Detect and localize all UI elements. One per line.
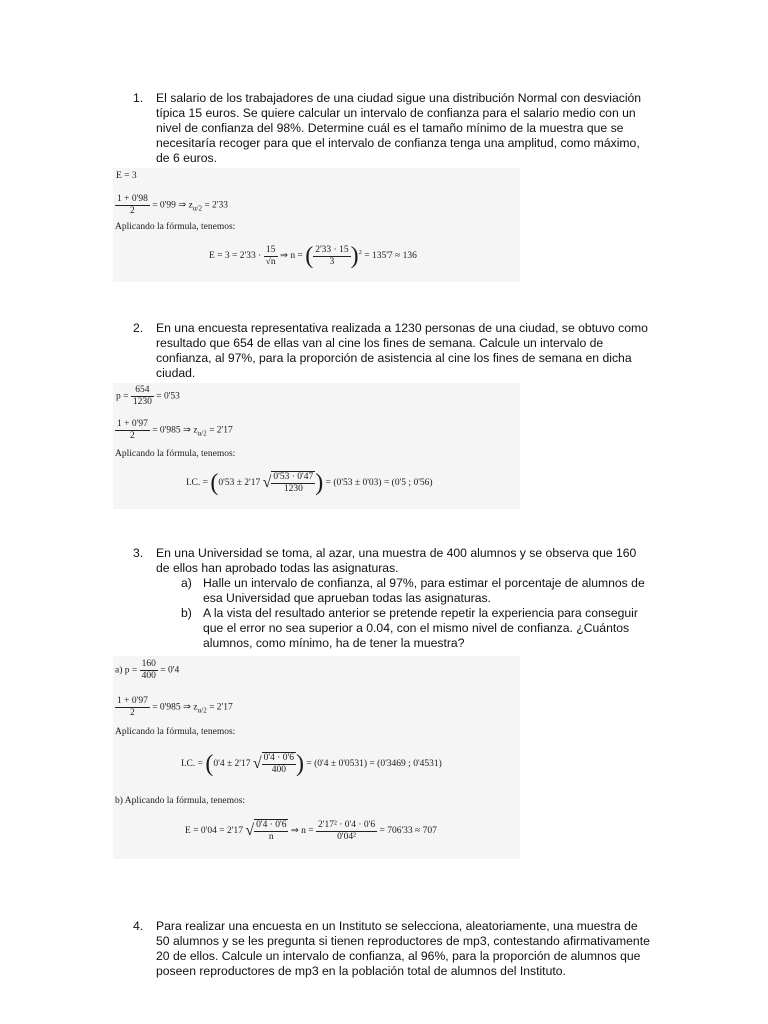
solution-3-image [113,656,520,859]
problem-number: 3. [133,546,144,560]
problem-text: Para realizar una encuesta en un Instituto se selecciona, aleatoriamente, una muestra de 50 alumnos y se les pregunta si tienen reproductores de mp3, contestando afirmativamente 20 de ellos. Calcule un intervalo de confianza, al 96%, para la proporción de alumnos que poseen reproductores de mp3 en la población total de alumnos del Instituto. [156,919,650,978]
formula-intro: Aplicando la fórmula, tenemos: [115,449,236,459]
problem-text: En una Universidad se toma, al azar, una muestra de 400 alumnos y se observa que 160 de ellos han aprobado todas las asignaturas. [156,546,637,575]
solution-1-image [113,168,520,282]
subitem-a: a) Halle un intervalo de confianza, al 97%, para estimar el porcentaje de alumnos de esa Universidad que aprueban todas las asignaturas. [181,576,645,605]
error-line: E = 3 [116,171,137,181]
proportion-line: p = $\frac{654}{1230}$ = 0'53 [116,385,180,407]
problem-text: El salario de los trabajadores de una ciudad sigue una distribución Normal con desviación típica 15 euros. Se quiere calcular un intervalo de confianza para el salario medio con un nivel de confianza del 98%. Determine cuál es el tamaño mínimo de la muestra que se necesitaría recoger para que el intervalo de confianza tenga una amplitud, como máximo, de 6 euros. [156,91,642,165]
confidence-line: $\frac{1 + 0'97}{2}$ = 0'985 ⇒ $z_{\alpha/2} = 2'17$ [117,696,233,718]
problem-number: 2. [133,321,144,335]
formula-intro: Aplicando la fórmula, tenemos: [115,727,236,737]
part-b-intro: b) Aplicando la fórmula, tenemos: [115,796,246,806]
sample-size-formula: E = 3 = 2'33 · $\frac{15}{√n}$ ⇒ n = ( $\frac{2'33 \cdot 15}{3}$ )$^2$ = 135'7 ≈ 136 [209,243,417,269]
problem-3 [133,546,653,651]
proportion-line: a) p = $\frac{160}{400}$ = 0'4 [115,659,180,681]
problem-text: En una encuesta representativa realizada a 1230 personas de una ciudad, se obtuvo como resultado que 654 de ellas van al cine los fines de semana. Calcule un intervalo de confianza, al 97%, para la proporción de asistencia al cine los fines de semana en dicha ciudad. [156,321,648,380]
solution-2-image [113,383,520,509]
error-formula: E = 0'04 = 2'17 √ $\frac{0'4 \cdot 0'6}{n}$ ⇒ n = $\frac{\text{2'17² · 0'4 · 0'6}}{\text{0'04²}}$ = 706'33 ≈ 707 [185,819,437,842]
problem-4 [133,919,653,979]
problem-number: 4. [133,919,144,933]
interval-formula: I.C. = (0'4 ± 2'17 √ $\frac{0'4 \cdot 0'6}{400}$ ) = (0'4 ± 0'0531) = (0'3469 ; 0'4531) [181,751,442,777]
problem-2 [133,321,653,381]
formula-intro: Aplicando la fórmula, tenemos: [115,222,236,232]
confidence-line: $\frac{1 + 0'98}{2}$ = 0'99 ⇒ $z_{\alpha/2} = 2'33$ [117,194,229,216]
confidence-line: $\frac{1 + 0'97}{2}$ = 0'985 ⇒ $z_{\alpha/2} = 2'17$ [117,419,233,441]
problem-1 [133,91,653,166]
interval-formula: I.C. = (0'53 ± 2'17 √ $\frac{0'53 \cdot 0'47}{1230}$ ) = (0'53 ± 0'03) = (0'5 ; 0'56) [186,470,433,496]
problem-number: 1. [133,91,144,105]
subitem-b: b) A la vista del resultado anterior se pretende repetir la experiencia para conseguir que el error no sea superior a 0.04, con el mismo nivel de confianza. ¿Cuántos alumnos, como mínimo, ha de tener la muestra? [181,606,638,650]
